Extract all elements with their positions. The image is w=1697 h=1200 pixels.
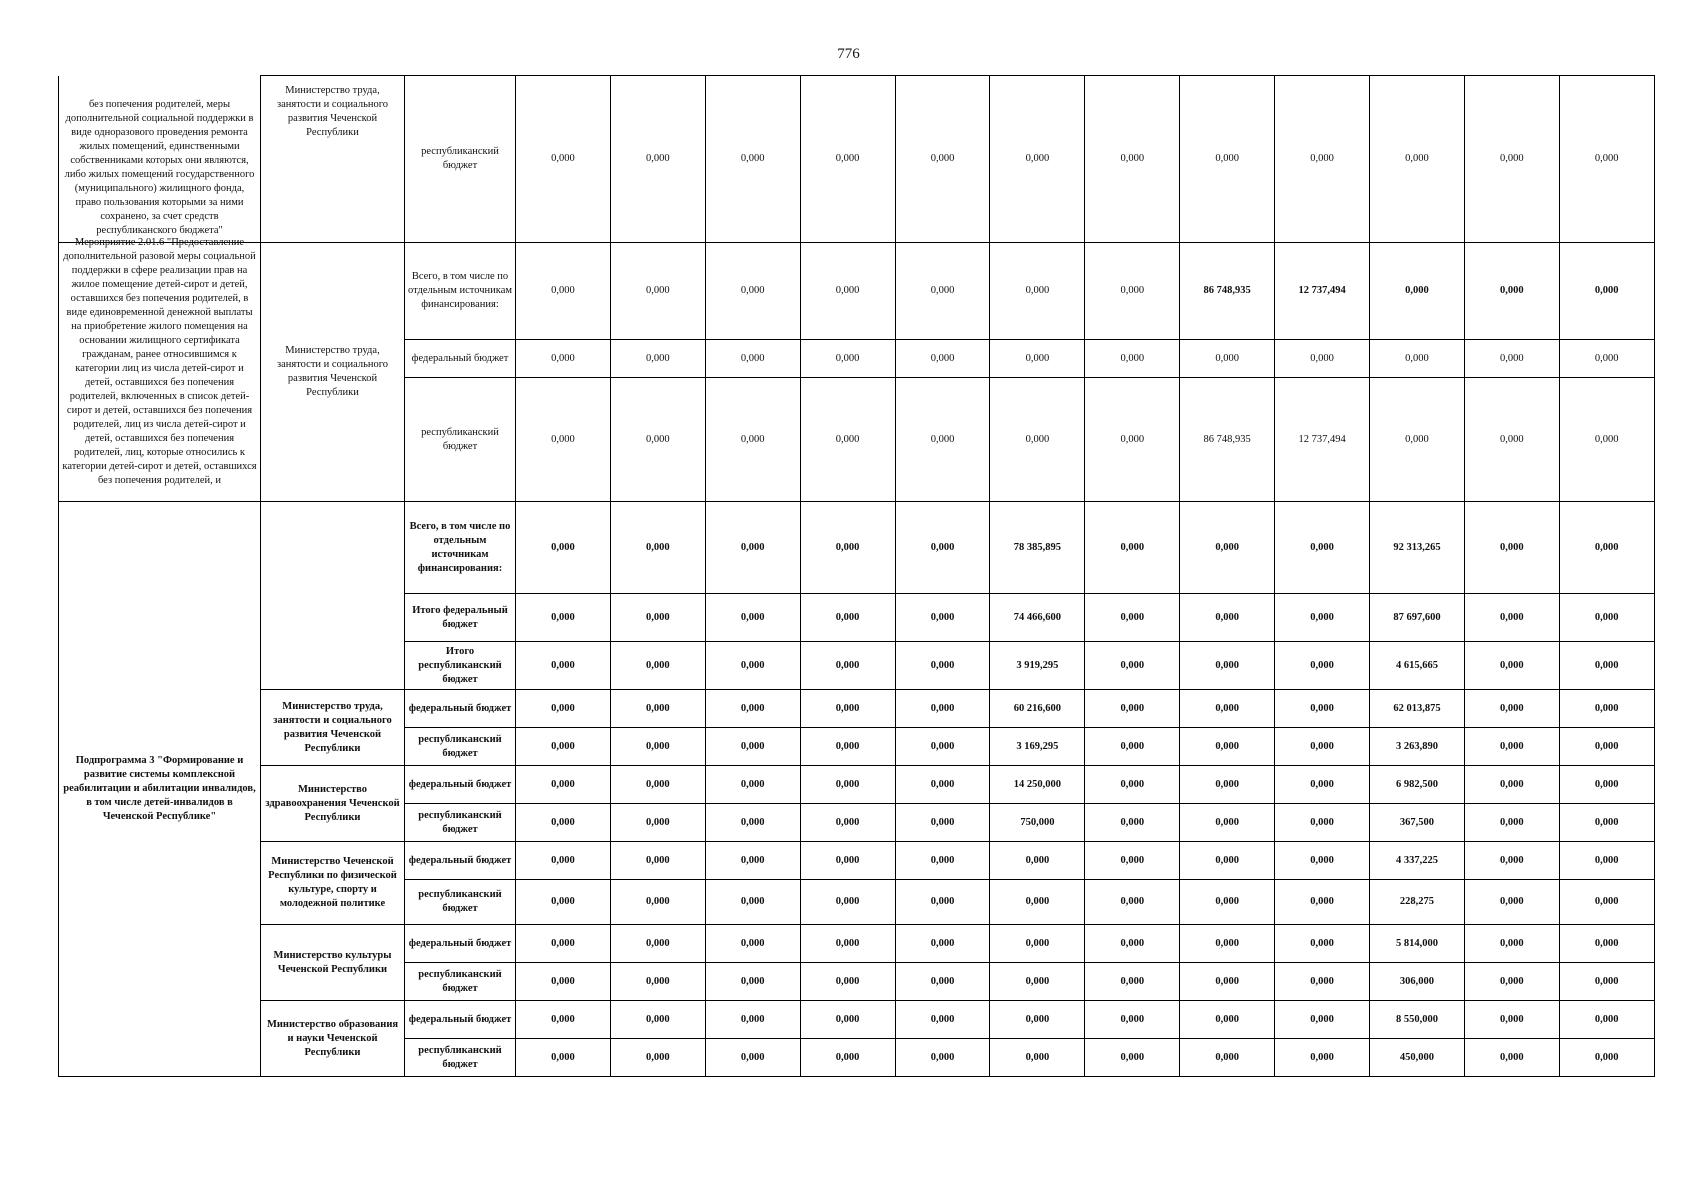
value-cell: 0,000 <box>516 1039 611 1077</box>
funding-source: федеральный бюджет <box>405 1001 516 1039</box>
funding-source: республиканский бюджет <box>405 880 516 925</box>
value-cell: 0,000 <box>705 690 800 728</box>
budget-table <box>58 75 1655 1077</box>
value-cell: 0,000 <box>1464 594 1559 642</box>
value-cell: 0,000 <box>895 502 990 594</box>
table-row <box>59 76 1655 243</box>
value-cell: 0,000 <box>990 243 1085 340</box>
value-cell: 0,000 <box>895 1039 990 1077</box>
value-cell: 0,000 <box>705 76 800 243</box>
responsible-executor-empty <box>261 502 405 690</box>
value-cell: 0,000 <box>895 880 990 925</box>
funding-source: Итого республиканский бюджет <box>405 642 516 690</box>
funding-source: республиканский бюджет <box>405 728 516 766</box>
value-cell: 0,000 <box>895 76 990 243</box>
value-cell: 0,000 <box>610 340 705 378</box>
value-cell: 0,000 <box>1559 340 1654 378</box>
value-cell: 0,000 <box>516 594 611 642</box>
value-cell: 0,000 <box>1180 925 1275 963</box>
value-cell: 0,000 <box>1085 842 1180 880</box>
value-cell: 0,000 <box>1275 642 1370 690</box>
value-cell: 4 337,225 <box>1370 842 1465 880</box>
value-cell: 0,000 <box>610 502 705 594</box>
value-cell: 0,000 <box>705 804 800 842</box>
value-cell: 0,000 <box>1180 642 1275 690</box>
value-cell: 0,000 <box>1275 925 1370 963</box>
value-cell: 0,000 <box>705 243 800 340</box>
subprogram-title: Подпрограмма 3 "Формирование и развитие системы комплексной реабилитации и абилитации инвалидов, в том числе детей-инвалидов в Чеченской Республике" <box>63 755 256 822</box>
value-cell: 0,000 <box>1370 243 1465 340</box>
funding-source: республиканский бюджет <box>405 804 516 842</box>
value-cell: 0,000 <box>895 728 990 766</box>
value-cell: 0,000 <box>800 804 895 842</box>
value-cell: 0,000 <box>516 243 611 340</box>
subprogram-title-cell <box>59 502 261 1077</box>
value-cell: 87 697,600 <box>1370 594 1465 642</box>
value-cell: 0,000 <box>990 880 1085 925</box>
value-cell: 0,000 <box>516 842 611 880</box>
table-row <box>59 925 1655 963</box>
value-cell: 0,000 <box>610 925 705 963</box>
value-cell: 0,000 <box>1180 594 1275 642</box>
value-cell: 3 169,295 <box>990 728 1085 766</box>
value-cell: 60 216,600 <box>990 690 1085 728</box>
value-cell: 0,000 <box>990 76 1085 243</box>
measure-description-cell <box>59 237 261 502</box>
value-cell: 14 250,000 <box>990 766 1085 804</box>
value-cell: 0,000 <box>1085 502 1180 594</box>
value-cell: 0,000 <box>800 594 895 642</box>
value-cell: 0,000 <box>705 880 800 925</box>
value-cell: 0,000 <box>516 925 611 963</box>
value-cell: 0,000 <box>990 1039 1085 1077</box>
funding-source: федеральный бюджет <box>405 340 516 378</box>
value-cell: 750,000 <box>990 804 1085 842</box>
table-row <box>59 1001 1655 1039</box>
value-cell: 0,000 <box>1370 378 1465 502</box>
value-cell: 0,000 <box>800 690 895 728</box>
responsible-executor-text: Министерство труда, занятости и социального развития Чеченской Республики <box>276 85 389 138</box>
value-cell: 0,000 <box>1180 880 1275 925</box>
value-cell: 0,000 <box>705 1039 800 1077</box>
value-cell: 0,000 <box>516 340 611 378</box>
value-cell: 0,000 <box>1559 76 1654 243</box>
value-cell: 0,000 <box>895 1001 990 1039</box>
value-cell: 0,000 <box>610 690 705 728</box>
value-cell: 0,000 <box>895 804 990 842</box>
value-cell: 0,000 <box>1085 963 1180 1001</box>
value-cell: 0,000 <box>705 766 800 804</box>
funding-source: федеральный бюджет <box>405 925 516 963</box>
value-cell: 0,000 <box>1085 243 1180 340</box>
value-cell: 0,000 <box>1559 690 1654 728</box>
value-cell: 0,000 <box>1559 1001 1654 1039</box>
value-cell: 0,000 <box>1180 502 1275 594</box>
value-cell: 0,000 <box>1275 804 1370 842</box>
value-cell: 0,000 <box>610 76 705 243</box>
value-cell: 0,000 <box>1275 594 1370 642</box>
value-cell: 0,000 <box>516 378 611 502</box>
value-cell: 0,000 <box>990 963 1085 1001</box>
ministry-name: Министерство культуры Чеченской Республики <box>261 925 405 1001</box>
value-cell: 0,000 <box>1464 502 1559 594</box>
value-cell: 0,000 <box>1464 243 1559 340</box>
value-cell: 0,000 <box>1559 243 1654 340</box>
value-cell: 0,000 <box>1559 880 1654 925</box>
value-cell: 0,000 <box>705 340 800 378</box>
value-cell: 0,000 <box>705 728 800 766</box>
value-cell: 0,000 <box>1180 690 1275 728</box>
value-cell: 0,000 <box>895 594 990 642</box>
value-cell: 0,000 <box>1085 642 1180 690</box>
funding-source: республиканский бюджет <box>405 378 516 502</box>
value-cell: 0,000 <box>895 243 990 340</box>
value-cell: 0,000 <box>1085 880 1180 925</box>
value-cell: 74 466,600 <box>990 594 1085 642</box>
value-cell: 0,000 <box>800 1039 895 1077</box>
value-cell: 0,000 <box>610 804 705 842</box>
value-cell: 0,000 <box>516 963 611 1001</box>
value-cell: 12 737,494 <box>1275 243 1370 340</box>
value-cell: 0,000 <box>1559 642 1654 690</box>
measure-description: Мероприятие 2.01.6 "Предоставление дополнительной разовой меры социальной поддержки в сфере реализации прав на жилое помещение детей-сирот и детей, оставшихся без попечения родителей, в виде единовременной денежной выплаты на приобретение жилого помещения на основании жилищного сертификата гражданам, ранее относившимся к категории лиц из числа детей-сирот и детей, оставшихся без попечения родителей, включенных в список детей-сирот и детей, оставшихся без попечения родителей, лиц из числа детей-сирот и детей, оставшихся без попечения родителей, лиц, которые относились к категории детей-сирот и детей, оставшихся без попечения родителей, и <box>62 237 257 486</box>
value-cell: 0,000 <box>895 842 990 880</box>
value-cell: 0,000 <box>1464 340 1559 378</box>
value-cell: 0,000 <box>516 76 611 243</box>
value-cell: 0,000 <box>1275 880 1370 925</box>
value-cell: 228,275 <box>1370 880 1465 925</box>
value-cell: 0,000 <box>990 378 1085 502</box>
value-cell: 0,000 <box>800 378 895 502</box>
value-cell: 0,000 <box>1559 963 1654 1001</box>
responsible-executor <box>261 76 405 243</box>
funding-source: федеральный бюджет <box>405 842 516 880</box>
value-cell: 0,000 <box>705 842 800 880</box>
value-cell: 0,000 <box>800 243 895 340</box>
measure-description-cell <box>59 76 261 243</box>
value-cell: 0,000 <box>1085 925 1180 963</box>
value-cell: 0,000 <box>1275 766 1370 804</box>
value-cell: 0,000 <box>1464 880 1559 925</box>
ministry-name: Министерство труда, занятости и социального развития Чеченской Республики <box>261 690 405 766</box>
value-cell: 0,000 <box>1085 1039 1180 1077</box>
value-cell: 86 748,935 <box>1180 378 1275 502</box>
value-cell: 0,000 <box>1180 804 1275 842</box>
funding-source: Всего, в том числе по отдельным источникам финансирования: <box>405 502 516 594</box>
value-cell: 0,000 <box>1275 76 1370 243</box>
value-cell: 5 814,000 <box>1370 925 1465 963</box>
value-cell: 12 737,494 <box>1275 378 1370 502</box>
funding-source: федеральный бюджет <box>405 690 516 728</box>
table-row <box>59 766 1655 804</box>
value-cell: 0,000 <box>1085 728 1180 766</box>
value-cell: 0,000 <box>610 842 705 880</box>
responsible-executor <box>261 243 405 502</box>
value-cell: 0,000 <box>1464 1001 1559 1039</box>
value-cell: 0,000 <box>1559 925 1654 963</box>
value-cell: 0,000 <box>610 880 705 925</box>
value-cell: 0,000 <box>1085 690 1180 728</box>
value-cell: 0,000 <box>1464 804 1559 842</box>
value-cell: 0,000 <box>705 502 800 594</box>
value-cell: 0,000 <box>705 594 800 642</box>
value-cell: 0,000 <box>705 1001 800 1039</box>
value-cell: 0,000 <box>1275 842 1370 880</box>
value-cell: 0,000 <box>1275 340 1370 378</box>
value-cell: 0,000 <box>610 1039 705 1077</box>
value-cell: 8 550,000 <box>1370 1001 1465 1039</box>
value-cell: 306,000 <box>1370 963 1465 1001</box>
value-cell: 0,000 <box>705 642 800 690</box>
value-cell: 0,000 <box>800 842 895 880</box>
table-row <box>59 690 1655 728</box>
value-cell: 0,000 <box>1370 76 1465 243</box>
value-cell: 0,000 <box>800 963 895 1001</box>
value-cell: 0,000 <box>1464 842 1559 880</box>
value-cell: 0,000 <box>516 728 611 766</box>
value-cell: 0,000 <box>1464 925 1559 963</box>
value-cell: 0,000 <box>1180 1039 1275 1077</box>
value-cell: 0,000 <box>1180 766 1275 804</box>
value-cell: 0,000 <box>1085 594 1180 642</box>
value-cell: 0,000 <box>800 340 895 378</box>
value-cell: 0,000 <box>990 340 1085 378</box>
value-cell: 0,000 <box>516 804 611 842</box>
value-cell: 0,000 <box>1370 340 1465 378</box>
value-cell: 0,000 <box>1085 804 1180 842</box>
value-cell: 3 919,295 <box>990 642 1085 690</box>
value-cell: 0,000 <box>610 243 705 340</box>
value-cell: 0,000 <box>1275 728 1370 766</box>
value-cell: 0,000 <box>1275 963 1370 1001</box>
value-cell: 367,500 <box>1370 804 1465 842</box>
page-number: 776 <box>837 46 860 62</box>
value-cell: 0,000 <box>1275 502 1370 594</box>
funding-source: Всего, в том числе по отдельным источникам финансирования: <box>405 243 516 340</box>
value-cell: 62 013,875 <box>1370 690 1465 728</box>
value-cell: 0,000 <box>990 842 1085 880</box>
value-cell: 0,000 <box>895 340 990 378</box>
value-cell: 0,000 <box>1559 378 1654 502</box>
value-cell: 0,000 <box>1085 378 1180 502</box>
value-cell: 450,000 <box>1370 1039 1465 1077</box>
value-cell: 0,000 <box>1464 963 1559 1001</box>
value-cell: 0,000 <box>800 76 895 243</box>
value-cell: 0,000 <box>1275 1001 1370 1039</box>
value-cell: 0,000 <box>610 963 705 1001</box>
value-cell: 0,000 <box>1464 76 1559 243</box>
value-cell: 0,000 <box>1180 340 1275 378</box>
value-cell: 0,000 <box>610 1001 705 1039</box>
value-cell: 0,000 <box>610 642 705 690</box>
value-cell: 0,000 <box>1085 1001 1180 1039</box>
value-cell: 0,000 <box>1559 594 1654 642</box>
value-cell: 78 385,895 <box>990 502 1085 594</box>
value-cell: 0,000 <box>895 766 990 804</box>
value-cell: 0,000 <box>1275 690 1370 728</box>
value-cell: 0,000 <box>1180 842 1275 880</box>
value-cell: 0,000 <box>1559 766 1654 804</box>
value-cell: 0,000 <box>1180 76 1275 243</box>
value-cell: 0,000 <box>516 1001 611 1039</box>
value-cell: 0,000 <box>1464 1039 1559 1077</box>
value-cell: 0,000 <box>516 502 611 594</box>
table-row <box>59 243 1655 340</box>
value-cell: 0,000 <box>1464 690 1559 728</box>
value-cell: 0,000 <box>1559 728 1654 766</box>
value-cell: 0,000 <box>516 642 611 690</box>
value-cell: 0,000 <box>895 642 990 690</box>
value-cell: 0,000 <box>800 925 895 963</box>
value-cell: 0,000 <box>610 378 705 502</box>
value-cell: 0,000 <box>705 925 800 963</box>
value-cell: 0,000 <box>1464 378 1559 502</box>
value-cell: 0,000 <box>800 1001 895 1039</box>
ministry-name: Министерство здравоохранения Чеченской Республики <box>261 766 405 842</box>
value-cell: 0,000 <box>1085 340 1180 378</box>
value-cell: 0,000 <box>610 594 705 642</box>
value-cell: 0,000 <box>1559 1039 1654 1077</box>
value-cell: 0,000 <box>1464 642 1559 690</box>
value-cell: 0,000 <box>516 880 611 925</box>
funding-source: республиканский бюджет <box>405 963 516 1001</box>
value-cell: 0,000 <box>1559 842 1654 880</box>
value-cell: 0,000 <box>516 766 611 804</box>
value-cell: 0,000 <box>800 880 895 925</box>
responsible-executor-text: Министерство труда, занятости и социального развития Чеченской Республики <box>276 345 389 398</box>
value-cell: 0,000 <box>800 502 895 594</box>
value-cell: 4 615,665 <box>1370 642 1465 690</box>
value-cell: 0,000 <box>1180 1001 1275 1039</box>
value-cell: 0,000 <box>1559 502 1654 594</box>
value-cell: 0,000 <box>895 690 990 728</box>
value-cell: 0,000 <box>800 728 895 766</box>
value-cell: 0,000 <box>1275 1039 1370 1077</box>
value-cell: 0,000 <box>1180 963 1275 1001</box>
ministry-name: Министерство Чеченской Республики по физической культуре, спорту и молодежной политике <box>261 842 405 925</box>
value-cell: 0,000 <box>610 728 705 766</box>
value-cell: 0,000 <box>895 925 990 963</box>
value-cell: 0,000 <box>1085 766 1180 804</box>
value-cell: 6 982,500 <box>1370 766 1465 804</box>
value-cell: 0,000 <box>1180 728 1275 766</box>
measure-description: без попечения родителей, меры дополнительной социальной поддержки в виде одноразового проведения ремонта жилых помещений, единственными собственниками которых они являются, либо жилых помещений государственного (муниципального) жилищного фонда, право пользования которыми за ними сохранено, за счет средств республиканского бюджета" <box>64 99 255 236</box>
value-cell: 0,000 <box>610 766 705 804</box>
value-cell: 0,000 <box>800 766 895 804</box>
value-cell: 0,000 <box>516 690 611 728</box>
table-row <box>59 502 1655 594</box>
table-row <box>59 842 1655 880</box>
value-cell: 0,000 <box>705 963 800 1001</box>
value-cell: 0,000 <box>1559 804 1654 842</box>
value-cell: 0,000 <box>895 378 990 502</box>
value-cell: 0,000 <box>990 925 1085 963</box>
funding-source: федеральный бюджет <box>405 766 516 804</box>
funding-source: республиканский бюджет <box>405 76 516 243</box>
value-cell: 0,000 <box>1464 728 1559 766</box>
value-cell: 0,000 <box>705 378 800 502</box>
value-cell: 0,000 <box>1085 76 1180 243</box>
value-cell: 0,000 <box>990 1001 1085 1039</box>
funding-source: Итого федеральный бюджет <box>405 594 516 642</box>
funding-source: республиканский бюджет <box>405 1039 516 1077</box>
ministry-name: Министерство образования и науки Чеченской Республики <box>261 1001 405 1077</box>
value-cell: 0,000 <box>895 963 990 1001</box>
value-cell: 86 748,935 <box>1180 243 1275 340</box>
value-cell: 0,000 <box>800 642 895 690</box>
value-cell: 0,000 <box>1464 766 1559 804</box>
value-cell: 92 313,265 <box>1370 502 1465 594</box>
value-cell: 3 263,890 <box>1370 728 1465 766</box>
